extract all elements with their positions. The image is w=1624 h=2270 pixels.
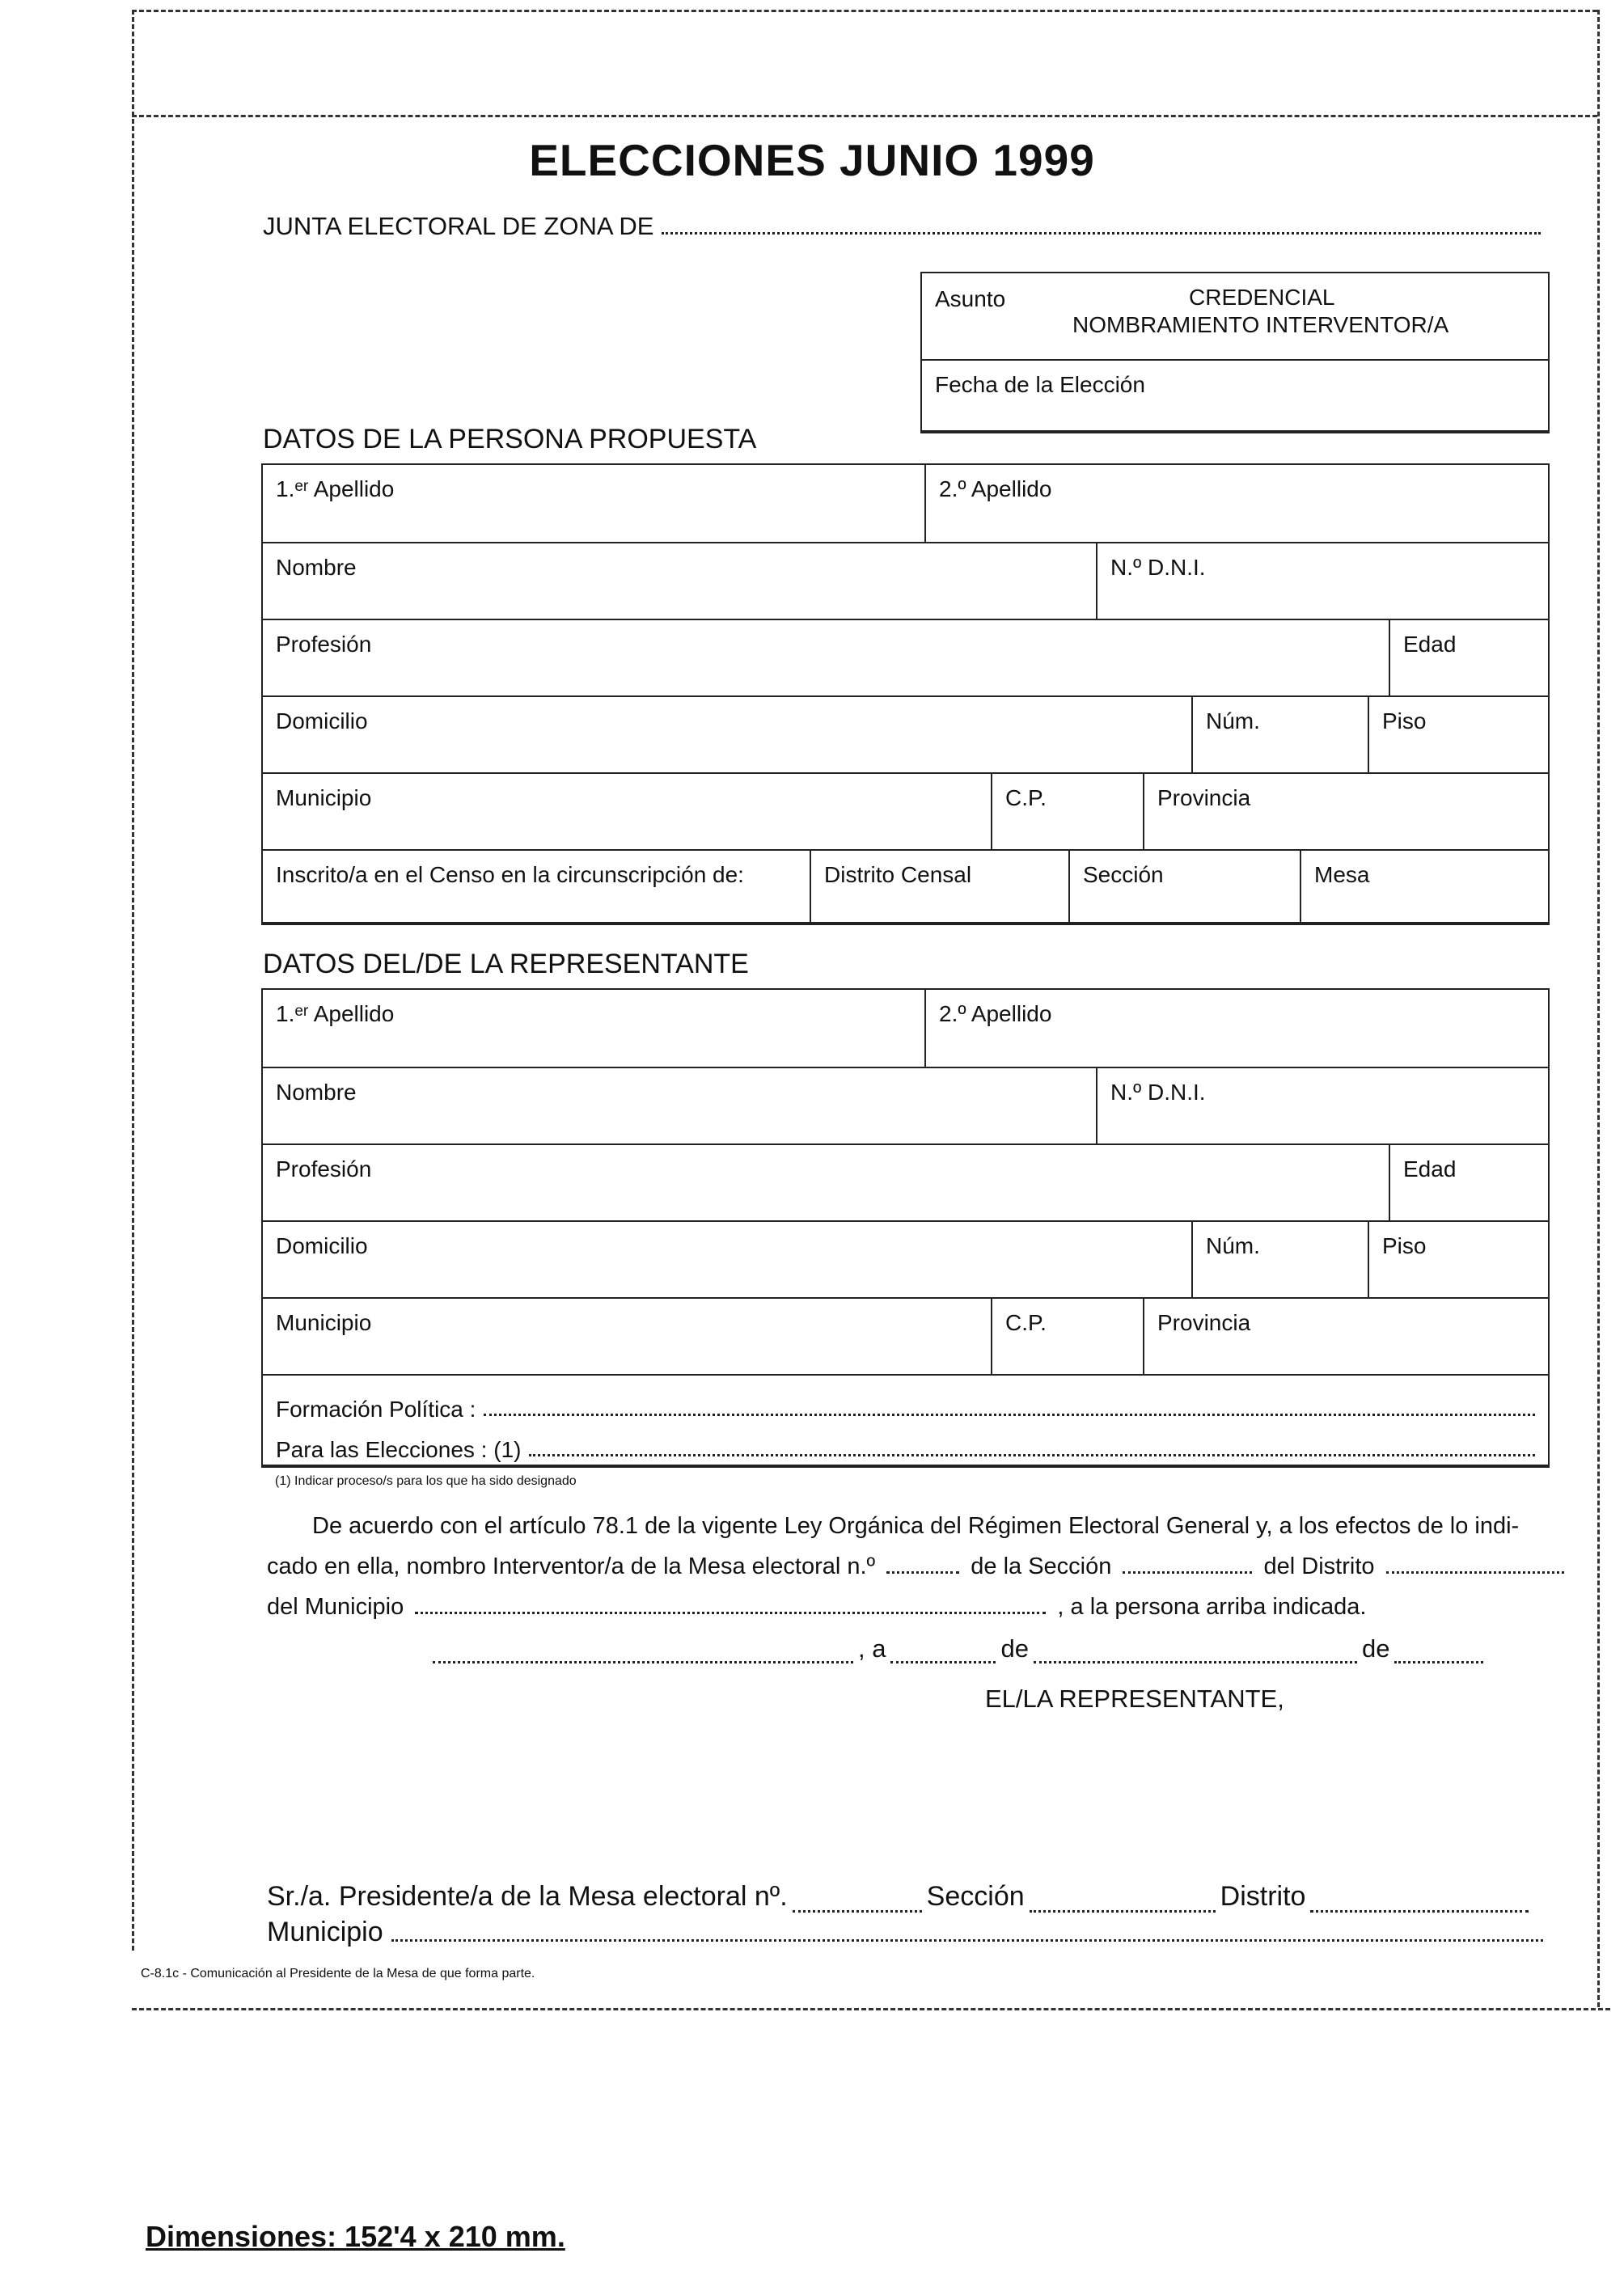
label-domicilio: Domicilio bbox=[276, 708, 368, 733]
row-censo bbox=[263, 849, 1548, 924]
declaration-paragraph bbox=[267, 1506, 1561, 1627]
asunto-label: Asunto bbox=[935, 286, 1006, 311]
label-mesa: Mesa bbox=[1314, 862, 1370, 887]
label-rep-apellido-2: 2.º Apellido bbox=[939, 1001, 1052, 1026]
paragraph-line-3 bbox=[267, 1587, 1561, 1627]
field-cp[interactable] bbox=[991, 774, 1143, 849]
dimensions-note: Dimensiones: 152'4 x 210 mm. bbox=[146, 2220, 565, 2253]
label-apellido-2: 2.º Apellido bbox=[939, 476, 1052, 501]
field-edad[interactable] bbox=[1389, 620, 1548, 695]
dia-field[interactable] bbox=[890, 1661, 996, 1663]
text-presidente-mesa: Sr./a. Presidente/a de la Mesa electoral nº. bbox=[267, 1881, 788, 1912]
field-inscrito-censo bbox=[263, 851, 810, 924]
lugar-field[interactable] bbox=[433, 1661, 853, 1663]
formacion-politica-line bbox=[276, 1387, 1535, 1422]
representante-form bbox=[261, 988, 1550, 1468]
label-seccion: Sección bbox=[1083, 862, 1164, 887]
field-dni[interactable] bbox=[1096, 543, 1548, 619]
row-profesion-edad bbox=[263, 619, 1548, 695]
para-elecciones-field[interactable] bbox=[529, 1454, 1535, 1456]
municipio-field[interactable] bbox=[415, 1612, 1046, 1614]
field-rep-cp[interactable] bbox=[991, 1299, 1143, 1374]
text-bottom-seccion: Sección bbox=[926, 1881, 1025, 1912]
label-rep-apellido-1: 1.ᵉʳ Apellido bbox=[276, 1001, 395, 1026]
row-rep-apellidos bbox=[263, 990, 1548, 1067]
paragraph-line-1: De acuerdo con el artículo 78.1 de la vigente Ley Orgánica del Régimen Electoral General y, a los efectos de lo indi- bbox=[312, 1513, 1520, 1539]
label-edad: Edad bbox=[1403, 632, 1457, 657]
paragraph-line-2 bbox=[267, 1546, 1561, 1587]
field-apellido-1[interactable] bbox=[263, 465, 924, 542]
presidente-mesa-field[interactable] bbox=[793, 1910, 922, 1913]
field-rep-municipio[interactable] bbox=[263, 1299, 991, 1374]
label-para-elecciones: Para las Elecciones : (1) bbox=[276, 1437, 522, 1462]
field-num[interactable] bbox=[1191, 697, 1368, 772]
asunto-nombramiento: NOMBRAMIENTO INTERVENTOR/A bbox=[1072, 312, 1449, 337]
field-rep-dni[interactable] bbox=[1096, 1068, 1548, 1143]
label-num: Núm. bbox=[1206, 708, 1260, 733]
text-de-2: de bbox=[1361, 1634, 1390, 1663]
field-rep-edad[interactable] bbox=[1389, 1145, 1548, 1220]
signature-label: EL/LA REPRESENTANTE, bbox=[985, 1685, 1284, 1713]
label-dni: N.º D.N.I. bbox=[1110, 555, 1206, 580]
seccion-field[interactable] bbox=[1123, 1571, 1252, 1574]
footnote: (1) Indicar proceso/s para los que ha sido designado bbox=[275, 1474, 577, 1488]
para-elecciones-line bbox=[276, 1422, 1535, 1463]
field-rep-apellido-2[interactable] bbox=[924, 990, 1548, 1067]
asunto-credencial: CREDENCIAL bbox=[1189, 285, 1335, 310]
label-formacion-politica: Formación Política : bbox=[276, 1397, 476, 1422]
formacion-politica-field[interactable] bbox=[484, 1414, 1535, 1416]
section-persona-propuesta: DATOS DE LA PERSONA PROPUESTA bbox=[263, 424, 757, 454]
bottom-municipio-line bbox=[267, 1917, 1543, 1948]
text-de-1: de bbox=[1000, 1634, 1029, 1663]
frame-header-divider bbox=[132, 115, 1597, 117]
field-distrito-censal[interactable] bbox=[810, 851, 1068, 924]
text-bottom-municipio: Municipio bbox=[267, 1917, 383, 1947]
label-rep-cp: C.P. bbox=[1005, 1310, 1047, 1335]
label-municipio: Municipio bbox=[276, 785, 372, 810]
field-mesa[interactable] bbox=[1300, 851, 1548, 924]
label-nombre: Nombre bbox=[276, 555, 357, 580]
row-apellidos bbox=[263, 465, 1548, 542]
field-rep-nombre[interactable] bbox=[263, 1068, 1096, 1143]
persona-propuesta-form bbox=[261, 463, 1550, 925]
field-rep-piso[interactable] bbox=[1368, 1222, 1548, 1297]
frame-bottom-border bbox=[132, 2008, 1610, 2010]
distrito-field[interactable] bbox=[1386, 1571, 1564, 1574]
label-distrito-censal: Distrito Censal bbox=[824, 862, 972, 887]
field-nombre[interactable] bbox=[263, 543, 1096, 619]
row-rep-domicilio bbox=[263, 1220, 1548, 1297]
label-apellido-1: 1.ᵉʳ Apellido bbox=[276, 476, 395, 501]
field-rep-provincia[interactable] bbox=[1143, 1299, 1548, 1374]
field-rep-apellido-1[interactable] bbox=[263, 990, 924, 1067]
form-code: C-8.1c - Comunicación al Presidente de la Mesa de que forma parte. bbox=[141, 1967, 535, 1980]
label-rep-provincia: Provincia bbox=[1157, 1310, 1251, 1335]
row-rep-municipio bbox=[263, 1297, 1548, 1374]
label-profesion: Profesión bbox=[276, 632, 372, 657]
mesa-numero-field[interactable] bbox=[886, 1571, 959, 1574]
field-provincia[interactable] bbox=[1143, 774, 1548, 849]
field-rep-num[interactable] bbox=[1191, 1222, 1368, 1297]
label-rep-domicilio: Domicilio bbox=[276, 1233, 368, 1258]
row-rep-nombre-dni bbox=[263, 1067, 1548, 1143]
text-mesa-electoral: cado en ella, nombro Interventor/a de la Mesa electoral n.º bbox=[267, 1553, 876, 1579]
field-municipio[interactable] bbox=[263, 774, 991, 849]
field-profesion[interactable] bbox=[263, 620, 1389, 695]
field-domicilio[interactable] bbox=[263, 697, 1191, 772]
label-rep-piso: Piso bbox=[1382, 1233, 1427, 1258]
document-title: ELECCIONES JUNIO 1999 bbox=[529, 135, 1095, 185]
frame-right-border bbox=[1597, 10, 1600, 2007]
label-cp: C.P. bbox=[1005, 785, 1047, 810]
row-municipio bbox=[263, 772, 1548, 849]
section-representante: DATOS DEL/DE LA REPRESENTANTE bbox=[263, 949, 749, 979]
junta-electoral-field[interactable] bbox=[662, 232, 1541, 235]
field-seccion[interactable] bbox=[1068, 851, 1300, 924]
anio-field[interactable] bbox=[1394, 1661, 1483, 1663]
date-line bbox=[433, 1634, 1488, 1663]
label-piso: Piso bbox=[1382, 708, 1427, 733]
label-rep-nombre: Nombre bbox=[276, 1080, 357, 1105]
junta-electoral-label: JUNTA ELECTORAL DE ZONA DE bbox=[263, 212, 654, 240]
field-piso[interactable] bbox=[1368, 697, 1548, 772]
row-rep-profesion-edad bbox=[263, 1143, 1548, 1220]
row-domicilio bbox=[263, 695, 1548, 772]
field-rep-profesion[interactable] bbox=[263, 1145, 1389, 1220]
frame-left-border bbox=[132, 10, 134, 1951]
text-persona-indicada: , a la persona arriba indicada. bbox=[1057, 1594, 1367, 1620]
label-rep-num: Núm. bbox=[1206, 1233, 1260, 1258]
bottom-distrito-field[interactable] bbox=[1310, 1910, 1529, 1913]
text-del-municipio: del Municipio bbox=[267, 1594, 404, 1620]
mes-field[interactable] bbox=[1034, 1661, 1357, 1663]
label-rep-profesion: Profesión bbox=[276, 1156, 372, 1181]
text-a: , a bbox=[858, 1634, 886, 1663]
asunto-section bbox=[922, 273, 1548, 361]
junta-electoral-row bbox=[263, 212, 1541, 241]
text-del-distrito: del Distrito bbox=[1263, 1553, 1375, 1579]
asunto-box bbox=[920, 272, 1550, 433]
fecha-eleccion-label: Fecha de la Elección bbox=[935, 372, 1145, 397]
label-rep-dni: N.º D.N.I. bbox=[1110, 1080, 1206, 1105]
row-nombre-dni bbox=[263, 542, 1548, 619]
frame-top-border bbox=[132, 10, 1597, 12]
row-formacion-politica bbox=[263, 1374, 1548, 1466]
bottom-seccion-field[interactable] bbox=[1030, 1910, 1216, 1913]
label-rep-municipio: Municipio bbox=[276, 1310, 372, 1335]
field-rep-domicilio[interactable] bbox=[263, 1222, 1191, 1297]
text-de-la-seccion: de la Sección bbox=[971, 1553, 1112, 1579]
field-apellido-2[interactable] bbox=[924, 465, 1548, 542]
presidente-line bbox=[267, 1881, 1533, 1913]
label-rep-edad: Edad bbox=[1403, 1156, 1457, 1181]
label-inscrito-censo: Inscrito/a en el Censo en la circunscripción de: bbox=[276, 862, 744, 887]
text-bottom-distrito: Distrito bbox=[1220, 1881, 1306, 1912]
bottom-municipio-field[interactable] bbox=[391, 1939, 1543, 1942]
label-provincia: Provincia bbox=[1157, 785, 1251, 810]
